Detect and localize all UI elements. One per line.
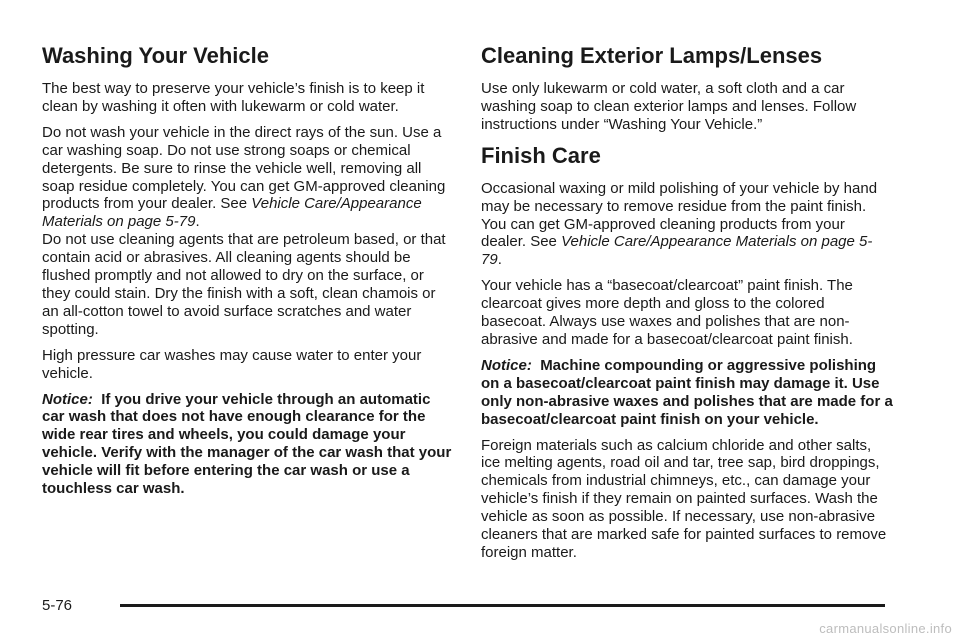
paragraph-basecoat-clearcoat: Your vehicle has a “basecoat/clearcoat” paint finish. The clearcoat gives more depth and gloss to the colored basecoat. Always use waxes and polishes that are non-abrasive and made for a basecoat/clearcoat paint finish. bbox=[481, 277, 853, 348]
notice-label: Notice: bbox=[42, 390, 93, 408]
watermark: carmanualsonline.info bbox=[819, 621, 952, 636]
notice-car-wash bbox=[42, 391, 452, 498]
reference-link-care-materials: Vehicle Care/Appearance Materials on page 5-79 bbox=[481, 233, 873, 269]
paragraph-waxing bbox=[481, 180, 893, 270]
notice-compounding bbox=[481, 357, 893, 429]
paragraph-washing-instructions bbox=[42, 124, 452, 339]
paragraph-foreign-materials: Foreign materials such as calcium chloride and other salts, ice melting agents, road oil and tar, tree sap, bird droppings, chemicals from industrial chimneys, etc., can damage your vehicle’s finish if they remain on painted surfaces. Wash the vehicle as soon as possible. If necessary, use non-abrasive cleaners that are marked safe for painted surfaces to remove foreign matter. bbox=[481, 436, 887, 561]
washing-text: Do not wash your vehicle in the direct rays of the sun. Use a car washing soap. Do not use strong soaps or chemical detergents. Be sure to rinse the vehicle well, removing all soap residue completely. You can get GM-approved cleaning products from your dealer. See bbox=[42, 123, 446, 213]
period: . bbox=[497, 251, 502, 269]
paragraph-preserve-finish: The best way to preserve your vehicle’s finish is to keep it clean by washing it often with lukewarm or cold water. bbox=[42, 80, 425, 115]
period: . bbox=[195, 213, 200, 231]
heading-cleaning-exterior-lamps: Cleaning Exterior Lamps/Lenses bbox=[481, 43, 823, 68]
notice-text: If you drive your vehicle through an automatic car wash that does not have enough clearance for the wide rear tires and wheels, you could damage your vehicle. Verify with the manager of the car wash that your vehicle will fit before entering the car wash or use a touchless car wash. bbox=[42, 390, 452, 498]
left-column bbox=[42, 42, 452, 506]
page-footer bbox=[42, 596, 886, 616]
right-column bbox=[481, 42, 893, 570]
heading-washing-your-vehicle: Washing Your Vehicle bbox=[42, 43, 269, 68]
reference-link-care-materials: Vehicle Care/Appearance Materials on page 5-79 bbox=[42, 195, 422, 231]
paragraph-lamps-lenses: Use only lukewarm or cold water, a soft cloth and a car washing soap to clean exterior lamps and lenses. Follow instructions under “Washing Your Vehicle.” bbox=[481, 80, 857, 133]
notice-label: Notice: bbox=[481, 356, 532, 374]
paragraph-high-pressure: High pressure car washes may cause water to enter your vehicle. bbox=[42, 346, 422, 382]
heading-finish-care: Finish Care bbox=[481, 142, 601, 168]
page-number: 5-76 bbox=[42, 597, 73, 614]
waxing-text: Occasional waxing or mild polishing of your vehicle by hand may be necessary to remove residue from the paint finish. You can get GM-approved cleaning products from your dealer. See bbox=[481, 179, 878, 251]
cleaning-agents-text: Do not use cleaning agents that are petroleum based, or that contain acid or abrasives. All cleaning agents should be flushed promptly and not allowed to dry on the surface, or they could stain. Dry the finish with a soft, clean chamois or an all-cotton towel to avoid surface scratches and water spotting. bbox=[42, 231, 446, 338]
notice-text: Machine compounding or aggressive polishing on a basecoat/clearcoat paint finish may damage it. Use only non-abrasive waxes and polishes that are made for a basecoat/clearcoat paint finish on your vehicle. bbox=[481, 356, 893, 428]
footer-rule bbox=[120, 604, 885, 607]
